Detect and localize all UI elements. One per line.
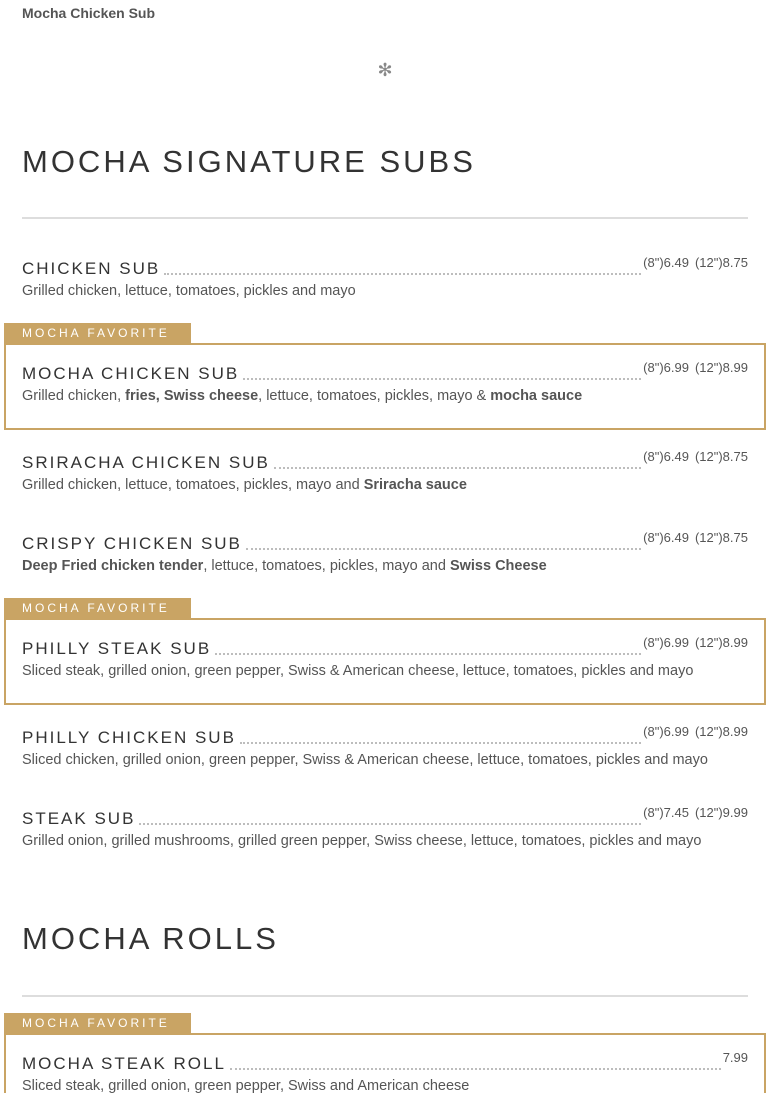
dot-leader bbox=[243, 378, 641, 380]
dot-leader bbox=[164, 273, 641, 275]
menu-item-mocha-steak-roll[interactable] bbox=[22, 1051, 748, 1093]
section-title-signature-subs: MOCHA SIGNATURE SUBS bbox=[22, 144, 476, 179]
item-price: (8")6.99 (12")8.99 bbox=[643, 724, 748, 739]
item-description: Grilled chicken, fries, Swiss cheese, lettuce, tomatoes, pickles, mayo & mocha sauce bbox=[22, 388, 583, 404]
item-description: Sliced steak, grilled onion, green pepper, Swiss & American cheese, lettuce, tomatoes, pickles and mayo bbox=[22, 663, 694, 679]
item-price: (8")6.49 (12")8.75 bbox=[643, 530, 748, 545]
item-price: (8")6.99 (12")8.99 bbox=[643, 360, 748, 375]
item-name: MOCHA CHICKEN SUB bbox=[22, 364, 240, 383]
menu-item-steak-sub[interactable] bbox=[22, 806, 748, 849]
item-description: Sliced steak, grilled onion, green pepper, Swiss and American cheese bbox=[22, 1078, 470, 1093]
previous-item-name: Mocha Chicken Sub bbox=[22, 5, 156, 21]
menu-item-sriracha-chicken-sub[interactable] bbox=[22, 450, 748, 493]
item-name: CHICKEN SUB bbox=[22, 259, 161, 278]
menu-item-philly-chicken-sub[interactable] bbox=[22, 725, 748, 768]
menu-item-philly-steak-sub[interactable] bbox=[22, 636, 748, 679]
section-divider bbox=[22, 217, 748, 219]
section-divider bbox=[22, 995, 748, 997]
dot-leader bbox=[274, 467, 641, 469]
menu-item-crispy-chicken-sub[interactable] bbox=[22, 531, 748, 574]
item-price: (8")6.49 (12")8.75 bbox=[643, 255, 748, 270]
dot-leader bbox=[139, 823, 641, 825]
item-price: (8")6.99 (12")8.99 bbox=[643, 635, 748, 650]
item-name: PHILLY CHICKEN SUB bbox=[22, 728, 236, 747]
item-price: (8")7.45 (12")9.99 bbox=[643, 805, 748, 820]
item-name: STEAK SUB bbox=[22, 809, 136, 828]
dot-leader bbox=[240, 742, 641, 744]
menu-item-chicken-sub[interactable] bbox=[22, 256, 748, 299]
section-title-mocha-rolls: MOCHA ROLLS bbox=[22, 921, 279, 956]
item-description: Grilled chicken, lettuce, tomatoes, pickles and mayo bbox=[22, 283, 356, 299]
mocha-favorite-badge: MOCHA FAVORITE bbox=[4, 598, 191, 618]
item-description: Deep Fried chicken tender, lettuce, tomatoes, pickles, mayo and Swiss Cheese bbox=[22, 558, 547, 574]
asterisk-separator-icon: ✻ bbox=[377, 60, 393, 80]
mocha-favorite-badge: MOCHA FAVORITE bbox=[4, 323, 191, 343]
item-name: SRIRACHA CHICKEN SUB bbox=[22, 453, 270, 472]
item-description: Sliced chicken, grilled onion, green pepper, Swiss & American cheese, lettuce, tomatoes, pickles and mayo bbox=[22, 752, 708, 768]
dot-leader bbox=[246, 548, 641, 550]
mocha-favorite-badge: MOCHA FAVORITE bbox=[4, 1013, 191, 1033]
item-name: PHILLY STEAK SUB bbox=[22, 639, 212, 658]
item-description: Grilled chicken, lettuce, tomatoes, pickles, mayo and Sriracha sauce bbox=[22, 477, 467, 493]
item-price: (8")6.49 (12")8.75 bbox=[643, 449, 748, 464]
dot-leader bbox=[215, 653, 641, 655]
dot-leader bbox=[230, 1068, 721, 1070]
item-price: 7.99 bbox=[722, 1050, 748, 1065]
item-name: MOCHA STEAK ROLL bbox=[22, 1054, 226, 1073]
item-name: CRISPY CHICKEN SUB bbox=[22, 534, 242, 553]
menu-item-mocha-chicken-sub[interactable] bbox=[22, 361, 748, 404]
item-description: Grilled onion, grilled mushrooms, grilled green pepper, Swiss cheese, lettuce, tomatoes, pickles and mayo bbox=[22, 833, 702, 849]
